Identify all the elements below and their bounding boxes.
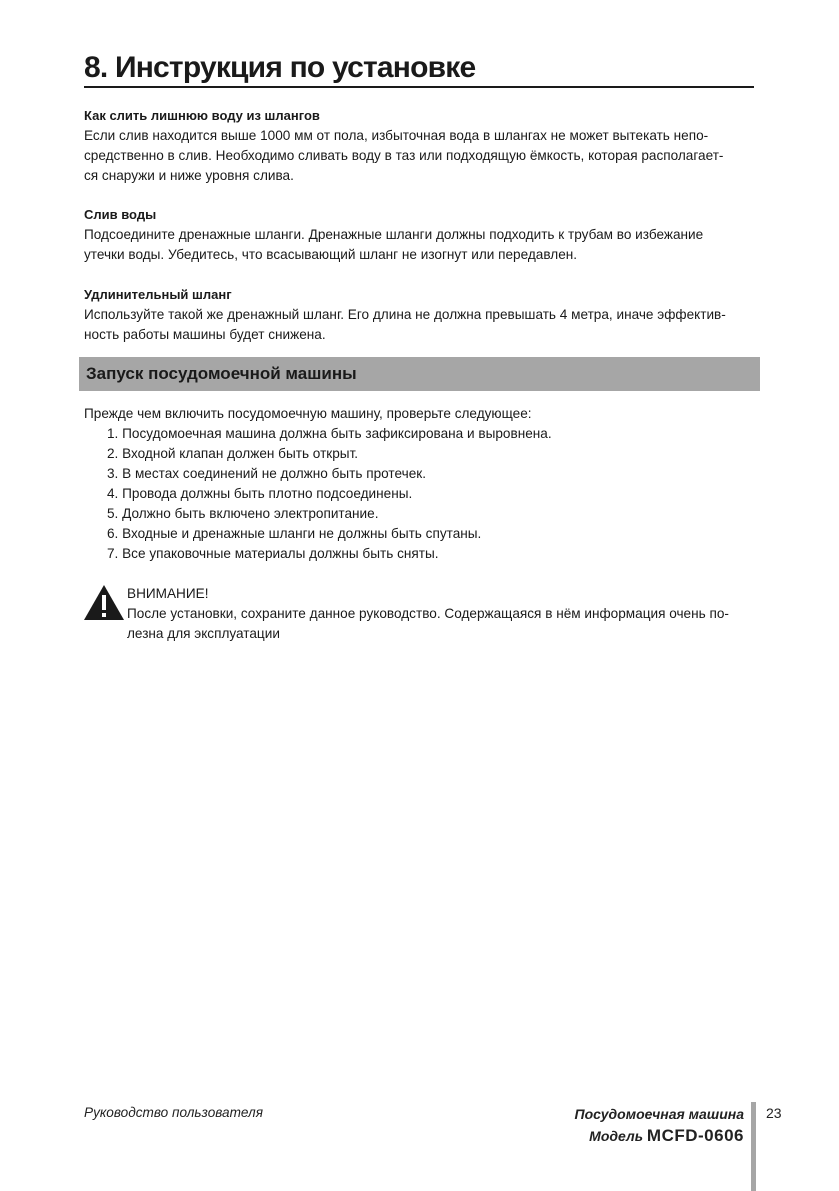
warning-line: После установки, сохраните данное руководство. Содержащаяся в нём информация очень по-: [127, 606, 729, 621]
list-item: 5. Должно быть включено электропитание.: [107, 506, 379, 521]
list-item: 3. В местах соединений не должно быть протечек.: [107, 466, 426, 481]
warning-triangle-icon: [83, 584, 125, 621]
section-water-drain: [84, 205, 760, 265]
warning-title: ВНИМАНИЕ!: [127, 586, 209, 601]
paragraph-line: утечки воды. Убедитесь, что всасывающий шланг не изогнут или передавлен.: [84, 247, 578, 262]
section-heading: Слив воды: [84, 207, 157, 222]
list-item: 1. Посудомоечная машина должна быть зафиксирована и выровнена.: [107, 426, 552, 441]
footer-divider-bar: [751, 1102, 756, 1191]
paragraph-line: средственно в слив. Необходимо сливать воду в таз или подходящую ёмкость, которая располагает-: [84, 148, 724, 163]
list-item: 6. Входные и дренажные шланги не должны быть спутаны.: [107, 526, 482, 541]
footer-product: Посудомоечная машина: [574, 1106, 744, 1122]
section-heading: Как слить лишнюю воду из шлангов: [84, 108, 320, 123]
warning-box: [83, 584, 760, 644]
list-item: 2. Входной клапан должен быть открыт.: [107, 446, 359, 461]
footer-manual-title: Руководство пользователя: [84, 1105, 263, 1120]
list-item: 4. Провода должны быть плотно подсоединены.: [107, 486, 413, 501]
page-title: 8. Инструкция по установке: [84, 50, 754, 88]
footer-model: MCFD-0606: [646, 1126, 744, 1145]
checklist-list: [84, 424, 760, 564]
section-heading: Удлинительный шланг: [84, 287, 232, 302]
section-extension-hose: [84, 285, 760, 345]
paragraph-line: Подсоедините дренажные шланги. Дренажные шланги должны подходить к трубам во избежание: [84, 227, 704, 242]
paragraph-line: ся снаружи и ниже уровня слива.: [84, 168, 294, 183]
page-number: 23: [766, 1105, 782, 1121]
section-banner: Запуск посудомоечной машины: [79, 357, 760, 391]
paragraph-line: Используйте такой же дренажный шланг. Его длина не должна превышать 4 метра, иначе эффектив-: [84, 307, 726, 322]
list-item: 7. Все упаковочные материалы должны быть сняты.: [107, 546, 439, 561]
footer-product-info: [575, 1103, 744, 1147]
footer-model-label: Модель: [589, 1128, 644, 1144]
startup-checklist: [84, 404, 760, 564]
checklist-intro: Прежде чем включить посудомоечную машину, проверьте следующее:: [84, 406, 532, 421]
warning-text: [127, 584, 760, 644]
section-drain-excess-water: [84, 106, 760, 186]
paragraph-line: Если слив находится выше 1000 мм от пола, избыточная вода в шлангах не может вытекать непо-: [84, 128, 709, 143]
paragraph-line: ность работы машины будет снижена.: [84, 327, 326, 342]
warning-line: лезна для эксплуатации: [127, 626, 280, 641]
